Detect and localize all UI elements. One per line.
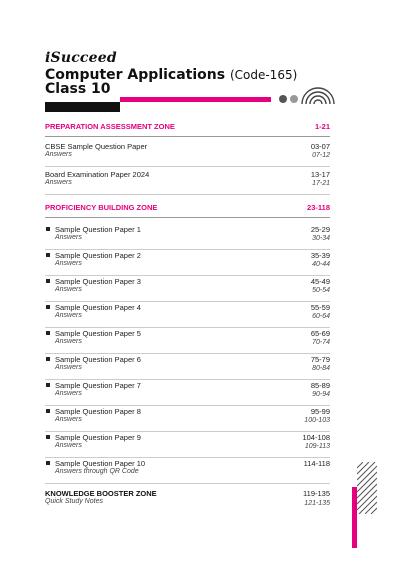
toc-entry: Board Examination Paper 2024 Answers 13-17 17-21 bbox=[45, 170, 330, 195]
toc-entry: Sample Question Paper 10 Answers through QR Code 114-118 bbox=[45, 459, 330, 484]
bullet-square-icon bbox=[46, 305, 50, 309]
arcs-decoration-icon bbox=[298, 80, 338, 104]
zone-heading-preparation: PREPARATION ASSESSMENT ZONE 1-21 bbox=[45, 122, 330, 137]
bullet-square-icon bbox=[46, 253, 50, 257]
subject-code: (Code-165) bbox=[229, 68, 298, 82]
hatch-decoration-icon bbox=[357, 462, 377, 514]
toc-entry: Sample Question Paper 4 Answers 55-59 60-64 bbox=[45, 303, 330, 328]
knowledge-booster-subpages: 121-135 bbox=[304, 500, 330, 507]
decor-dot bbox=[279, 95, 287, 103]
header-pink-bar bbox=[120, 97, 271, 102]
bullet-square-icon bbox=[46, 331, 50, 335]
bullet-square-icon bbox=[46, 435, 50, 439]
toc-entry: Sample Question Paper 7 Answers 85-89 90-94 bbox=[45, 381, 330, 406]
header-black-bar bbox=[45, 102, 120, 112]
decor-dot bbox=[290, 95, 298, 103]
knowledge-booster-sub: Quick Study Notes bbox=[45, 498, 103, 505]
knowledge-booster-title: KNOWLEDGE BOOSTER ZONE bbox=[45, 489, 157, 498]
class-label: Class 10 bbox=[45, 81, 111, 97]
toc-entry: Sample Question Paper 9 Answers 104-108 109-113 bbox=[45, 433, 330, 458]
bullet-square-icon bbox=[46, 279, 50, 283]
toc-entry: Sample Question Paper 1 Answers 25-29 30-34 bbox=[45, 225, 330, 250]
toc-entry: Sample Question Paper 2 Answers 35-39 40-44 bbox=[45, 251, 330, 276]
bullet-square-icon bbox=[46, 461, 50, 465]
side-pink-bar bbox=[352, 487, 357, 548]
bullet-square-icon bbox=[46, 383, 50, 387]
bullet-square-icon bbox=[46, 357, 50, 361]
bullet-square-icon bbox=[46, 409, 50, 413]
toc-entry: Sample Question Paper 3 Answers 45-49 50-54 bbox=[45, 277, 330, 302]
toc-entry: Sample Question Paper 5 Answers 65-69 70-74 bbox=[45, 329, 330, 354]
toc-entry: CBSE Sample Question Paper Answers 03-07 07-12 bbox=[45, 142, 330, 167]
bullet-square-icon bbox=[46, 227, 50, 231]
toc-entry: Sample Question Paper 8 Answers 95-99 100-103 bbox=[45, 407, 330, 432]
toc-entry: Sample Question Paper 6 Answers 75-79 80-84 bbox=[45, 355, 330, 380]
subject-name: Computer Applications bbox=[45, 67, 226, 83]
brand-logo: iSucceed bbox=[45, 50, 117, 66]
zone-heading-proficiency: PROFICIENCY BUILDING ZONE 23-118 bbox=[45, 203, 330, 218]
knowledge-booster-pages: 119-135 bbox=[303, 489, 330, 498]
